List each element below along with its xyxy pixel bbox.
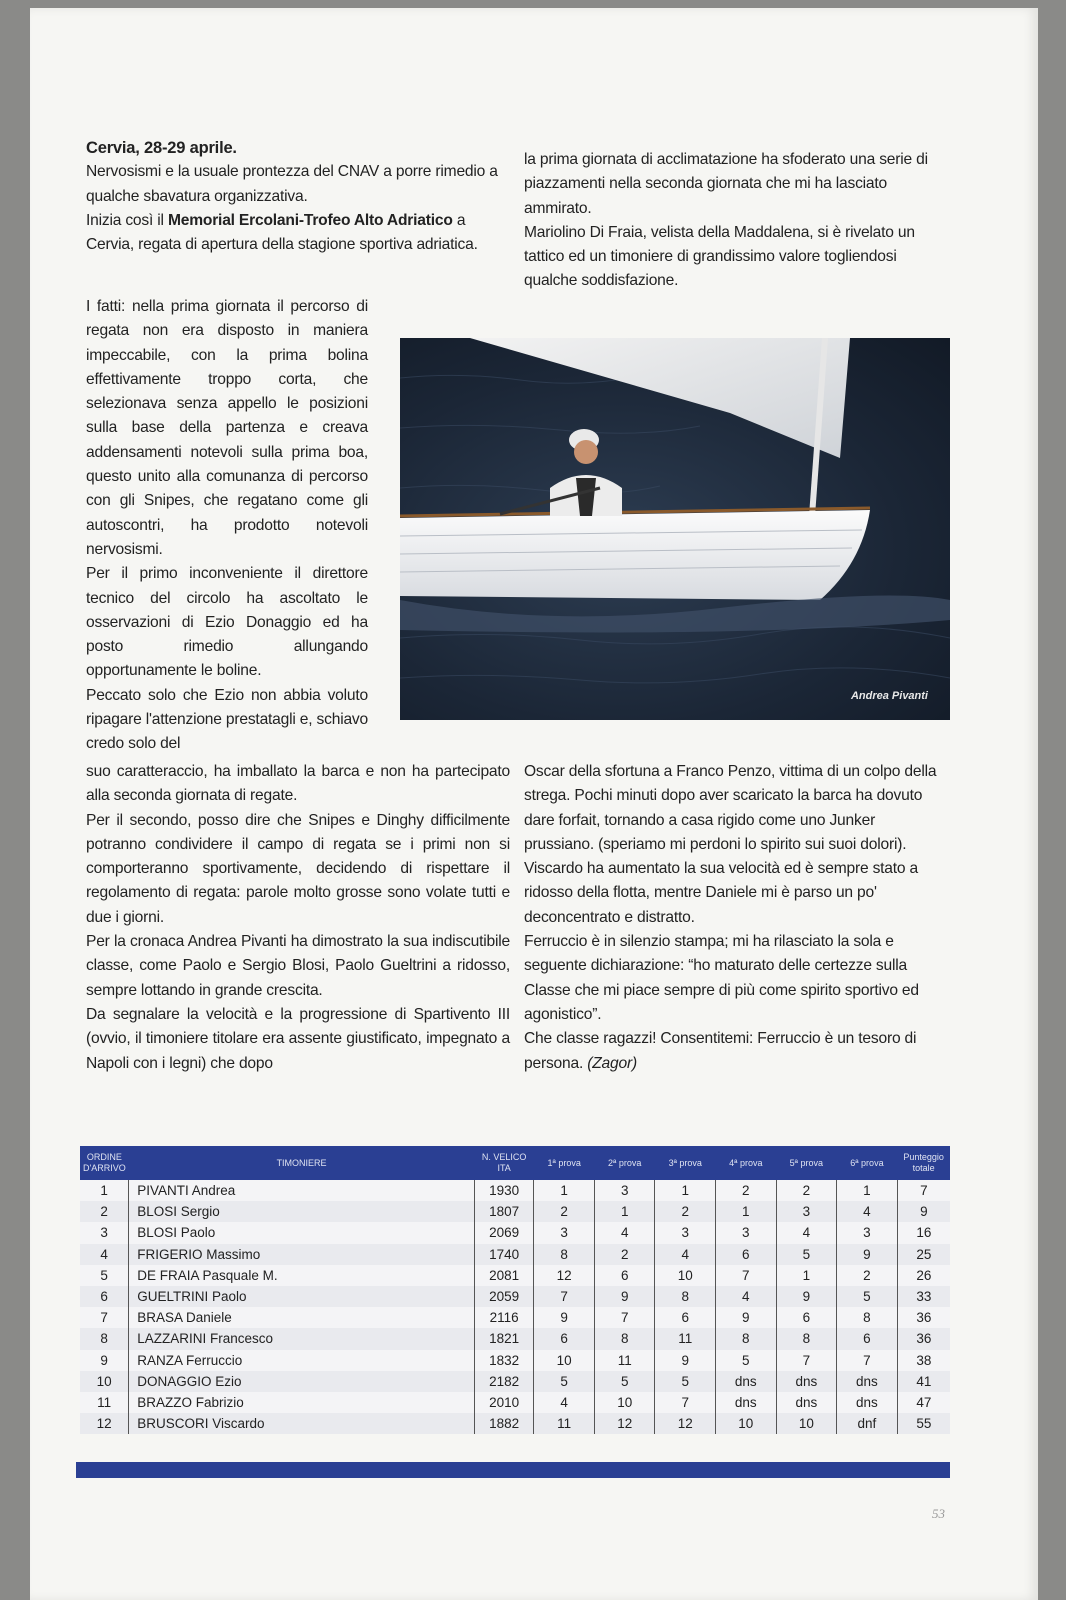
- photo-credit: Andrea Pivanti: [850, 690, 928, 702]
- race-4-cell: dns: [716, 1371, 777, 1392]
- race-6-cell: dns: [837, 1371, 898, 1392]
- race-5-cell: 4: [776, 1222, 837, 1243]
- article-heading: Cervia, 28-29 aprile.: [86, 139, 237, 157]
- race-3-cell: 2: [655, 1201, 716, 1222]
- race-2-cell: 10: [594, 1392, 655, 1413]
- race-5-cell: 5: [776, 1244, 837, 1265]
- race-6-cell: dnf: [837, 1413, 898, 1434]
- race-1-cell: 6: [534, 1328, 595, 1349]
- table-row: [80, 1265, 950, 1286]
- event-name: Memorial Ercolani-Trofeo Alto Adriatico: [167, 211, 453, 229]
- race-5-cell: 3: [776, 1201, 837, 1222]
- results-body: [80, 1180, 950, 1434]
- race-6-cell: 3: [837, 1222, 898, 1243]
- race-1-cell: 3: [534, 1222, 595, 1243]
- race-2-cell: 1: [594, 1201, 655, 1222]
- total-points-cell: 9: [897, 1201, 950, 1222]
- header-r4: 4ª prova: [716, 1146, 777, 1180]
- sail-number-cell: 2059: [474, 1286, 534, 1307]
- race-6-cell: dns: [837, 1392, 898, 1413]
- header-r3: 3ª prova: [655, 1146, 716, 1180]
- paragraph-5b: suo caratteraccio, ha imballato la barca e non ha partecipato alla seconda giornata di regate.: [86, 763, 510, 805]
- table-row: [80, 1307, 950, 1328]
- results-table: [80, 1146, 950, 1434]
- race-4-cell: dns: [716, 1392, 777, 1413]
- race-2-cell: 8: [594, 1328, 655, 1349]
- footer-bar: [76, 1462, 950, 1478]
- signature: (Zagor): [587, 1054, 637, 1072]
- sail-number-cell: 2010: [474, 1392, 534, 1413]
- race-4-cell: 9: [716, 1307, 777, 1328]
- paragraph-2: Inizia così il Memorial Ercolani-Trofeo Alto Adriatico a Cervia, regata di apertura della stagione sportiva adriatica.: [86, 211, 478, 254]
- paragraph-6: Per il secondo, posso dire che Snipes e Dinghy difficilmente potranno condividere il campo di regata se i primi non si comporteranno sportivamente, decidendo di rispettare il regolamento di regata: parole molto grosse sono volate tutti e due i giorni.: [86, 811, 510, 926]
- rank-cell: 8: [80, 1328, 129, 1349]
- total-points-cell: 16: [897, 1222, 950, 1243]
- helmsman-cell: BLOSI Sergio: [129, 1201, 475, 1222]
- race-4-cell: 1: [716, 1201, 777, 1222]
- left-bottom-text: [86, 760, 510, 1076]
- race-3-cell: 4: [655, 1244, 716, 1265]
- race-2-cell: 2: [594, 1244, 655, 1265]
- race-3-cell: 7: [655, 1392, 716, 1413]
- race-6-cell: 4: [837, 1201, 898, 1222]
- race-1-cell: 7: [534, 1286, 595, 1307]
- race-1-cell: 8: [534, 1244, 595, 1265]
- page-number: 53: [932, 1506, 945, 1521]
- header-name: TIMONIERE: [129, 1146, 475, 1180]
- race-2-cell: 7: [594, 1307, 655, 1328]
- race-1-cell: 11: [534, 1413, 595, 1434]
- race-3-cell: 1: [655, 1180, 716, 1201]
- right-paragraph-3: Oscar della sfortuna a Franco Penzo, vittima di un colpo della strega. Pochi minuti dopo aver scaricato la barca ha dovuto dare forfait, tornando a casa rigido come uno Junker prussiano. (speriamo mi perdoni lo spirito sui suoi dolori).: [524, 763, 937, 853]
- table-row: [80, 1413, 950, 1434]
- table-row: [80, 1244, 950, 1265]
- sail-number-cell: 2081: [474, 1265, 534, 1286]
- total-points-cell: 7: [897, 1180, 950, 1201]
- results-header-row: [80, 1146, 950, 1180]
- sailor-head: [574, 440, 598, 464]
- rank-cell: 2: [80, 1201, 129, 1222]
- sailing-photo: [400, 338, 950, 720]
- race-3-cell: 5: [655, 1371, 716, 1392]
- race-6-cell: 7: [837, 1350, 898, 1371]
- table-row: [80, 1392, 950, 1413]
- race-2-cell: 6: [594, 1265, 655, 1286]
- total-points-cell: 41: [897, 1371, 950, 1392]
- paragraph-7: Per la cronaca Andrea Pivanti ha dimostrato la sua indiscutibile classe, come Paolo e Sergio Blosi, Paolo Gueltrini a ridosso, sempre lottando in grande crescita.: [86, 933, 510, 999]
- total-points-cell: 47: [897, 1392, 950, 1413]
- helmsman-cell: LAZZARINI Francesco: [129, 1328, 475, 1349]
- race-1-cell: 2: [534, 1201, 595, 1222]
- right-paragraph-4: Viscardo ha aumentato la sua velocità ed è sempre stato a ridosso della flotta, mentre Daniele mi è parso un po' deconcentrato e distratto.: [524, 860, 918, 926]
- table-row: [80, 1222, 950, 1243]
- rank-cell: 10: [80, 1371, 129, 1392]
- race-4-cell: 2: [716, 1180, 777, 1201]
- helmsman-cell: DE FRAIA Pasquale M.: [129, 1265, 475, 1286]
- table-row: [80, 1180, 950, 1201]
- sail-number-cell: 2182: [474, 1371, 534, 1392]
- race-4-cell: 5: [716, 1350, 777, 1371]
- race-2-cell: 3: [594, 1180, 655, 1201]
- race-3-cell: 11: [655, 1328, 716, 1349]
- race-5-cell: 9: [776, 1286, 837, 1307]
- table-row: [80, 1328, 950, 1349]
- sail-number-cell: 1807: [474, 1201, 534, 1222]
- race-3-cell: 6: [655, 1307, 716, 1328]
- rank-cell: 5: [80, 1265, 129, 1286]
- table-row: [80, 1201, 950, 1222]
- intro-text: [86, 136, 510, 257]
- sail-number-cell: 1821: [474, 1328, 534, 1349]
- race-6-cell: 5: [837, 1286, 898, 1307]
- paragraph-1: Nervosismi e la usuale prontezza del CNAV a porre rimedio a qualche sbavatura organizzativa.: [86, 163, 498, 205]
- race-2-cell: 12: [594, 1413, 655, 1434]
- header-r6: 6ª prova: [837, 1146, 898, 1180]
- race-1-cell: 10: [534, 1350, 595, 1371]
- race-1-cell: 12: [534, 1265, 595, 1286]
- magazine-page: [30, 8, 1038, 1600]
- helmsman-cell: BRAZZO Fabrizio: [129, 1392, 475, 1413]
- total-points-cell: 55: [897, 1413, 950, 1434]
- race-3-cell: 3: [655, 1222, 716, 1243]
- rank-cell: 9: [80, 1350, 129, 1371]
- race-3-cell: 9: [655, 1350, 716, 1371]
- sail-number-cell: 1930: [474, 1180, 534, 1201]
- total-points-cell: 26: [897, 1265, 950, 1286]
- total-points-cell: 38: [897, 1350, 950, 1371]
- race-4-cell: 10: [716, 1413, 777, 1434]
- race-5-cell: 8: [776, 1328, 837, 1349]
- race-3-cell: 10: [655, 1265, 716, 1286]
- race-5-cell: dns: [776, 1371, 837, 1392]
- header-r1: 1ª prova: [534, 1146, 595, 1180]
- rank-cell: 6: [80, 1286, 129, 1307]
- right-paragraph-2: Mariolino Di Fraia, velista della Maddalena, si è rivelato un tattico ed un timoniere di grandissimo valore togliendosi qualche soddisfazione.: [524, 223, 915, 290]
- header-total: Punteggio totale: [897, 1146, 950, 1180]
- sail-number-cell: 1740: [474, 1244, 534, 1265]
- race-1-cell: 4: [534, 1392, 595, 1413]
- table-row: [80, 1350, 950, 1371]
- sail-number-cell: 2069: [474, 1222, 534, 1243]
- paragraph-4: Per il primo inconveniente il direttore tecnico del circolo ha ascoltato le osservazioni di Ezio Donaggio ed ha posto rimedio allungando opportunamente le boline.: [86, 565, 368, 680]
- right-paragraph-5: Ferruccio è in silenzio stampa; mi ha rilasciato la sola e seguente dichiarazione: “ho maturato delle certezze sulla Classe che mi piace sempre di più come spirito sportivo ed agonistico”.: [524, 933, 919, 1023]
- right-top-text: [524, 148, 944, 294]
- rank-cell: 11: [80, 1392, 129, 1413]
- helmsman-cell: FRIGERIO Massimo: [129, 1244, 475, 1265]
- helmsman-cell: PIVANTI Andrea: [129, 1180, 475, 1201]
- helmsman-cell: GUELTRINI Paolo: [129, 1286, 475, 1307]
- helmsman-cell: DONAGGIO Ezio: [129, 1371, 475, 1392]
- table-row: [80, 1371, 950, 1392]
- dinghy-illustration: [400, 338, 950, 720]
- race-5-cell: dns: [776, 1392, 837, 1413]
- sail-number-cell: 1832: [474, 1350, 534, 1371]
- race-6-cell: 2: [837, 1265, 898, 1286]
- race-2-cell: 5: [594, 1371, 655, 1392]
- race-1-cell: 5: [534, 1371, 595, 1392]
- race-4-cell: 3: [716, 1222, 777, 1243]
- total-points-cell: 33: [897, 1286, 950, 1307]
- helmsman-cell: RANZA Ferruccio: [129, 1350, 475, 1371]
- race-2-cell: 4: [594, 1222, 655, 1243]
- race-5-cell: 10: [776, 1413, 837, 1434]
- hull: [400, 510, 870, 600]
- header-r5: 5ª prova: [776, 1146, 837, 1180]
- race-1-cell: 1: [534, 1180, 595, 1201]
- paragraph-3: I fatti: nella prima giornata il percorso di regata non era disposto in maniera impeccabile, con la prima bolina effettivamente troppo corta, che selezionava senza appello le posizioni sulla base della partenza e creava addensamenti notevoli sulla prima boa, questo unito alla comunanza di percorso con gli Snipes, che regatano come gli autoscontri, ha prodotto notevoli nervosismi.: [86, 298, 368, 558]
- race-5-cell: 6: [776, 1307, 837, 1328]
- race-2-cell: 11: [594, 1350, 655, 1371]
- rank-cell: 1: [80, 1180, 129, 1201]
- sail-number-cell: 1882: [474, 1413, 534, 1434]
- race-1-cell: 9: [534, 1307, 595, 1328]
- paragraph-5a: Peccato solo che Ezio non abbia voluto ripagare l'attenzione prestatagli e, schiavo credo solo del: [86, 686, 368, 753]
- race-4-cell: 8: [716, 1328, 777, 1349]
- race-5-cell: 1: [776, 1265, 837, 1286]
- rank-cell: 4: [80, 1244, 129, 1265]
- race-4-cell: 7: [716, 1265, 777, 1286]
- race-6-cell: 8: [837, 1307, 898, 1328]
- helmsman-cell: BRUSCORI Viscardo: [129, 1413, 475, 1434]
- narrow-column-text: [86, 295, 368, 757]
- helmsman-cell: BLOSI Paolo: [129, 1222, 475, 1243]
- header-sail: N. VELICO ITA: [474, 1146, 534, 1180]
- race-4-cell: 4: [716, 1286, 777, 1307]
- table-row: [80, 1286, 950, 1307]
- right-paragraph-6: Che classe ragazzi! Consentitemi: Ferruccio è un tesoro di persona. (Zagor): [524, 1030, 917, 1072]
- rank-cell: 12: [80, 1413, 129, 1434]
- total-points-cell: 25: [897, 1244, 950, 1265]
- right-paragraph-1: la prima giornata di acclimatazione ha sfoderato una serie di piazzamenti nella seconda giornata che mi ha lasciato ammirato.: [524, 151, 928, 217]
- header-pos: ORDINE D'ARRIVO: [80, 1146, 129, 1180]
- total-points-cell: 36: [897, 1328, 950, 1349]
- sail-number-cell: 2116: [474, 1307, 534, 1328]
- paragraph-8: Da segnalare la velocità e la progressione di Spartivento III (ovvio, il timoniere titolare era assente giustificato, impegnato a Napoli con i legni) che dopo: [86, 1005, 510, 1072]
- rank-cell: 7: [80, 1307, 129, 1328]
- race-4-cell: 6: [716, 1244, 777, 1265]
- right-bottom-text: [524, 760, 944, 1076]
- header-r2: 2ª prova: [594, 1146, 655, 1180]
- race-6-cell: 1: [837, 1180, 898, 1201]
- race-2-cell: 9: [594, 1286, 655, 1307]
- race-5-cell: 2: [776, 1180, 837, 1201]
- race-3-cell: 8: [655, 1286, 716, 1307]
- race-6-cell: 6: [837, 1328, 898, 1349]
- race-3-cell: 12: [655, 1413, 716, 1434]
- total-points-cell: 36: [897, 1307, 950, 1328]
- race-5-cell: 7: [776, 1350, 837, 1371]
- race-6-cell: 9: [837, 1244, 898, 1265]
- rank-cell: 3: [80, 1222, 129, 1243]
- helmsman-cell: BRASA Daniele: [129, 1307, 475, 1328]
- sail: [470, 338, 850, 458]
